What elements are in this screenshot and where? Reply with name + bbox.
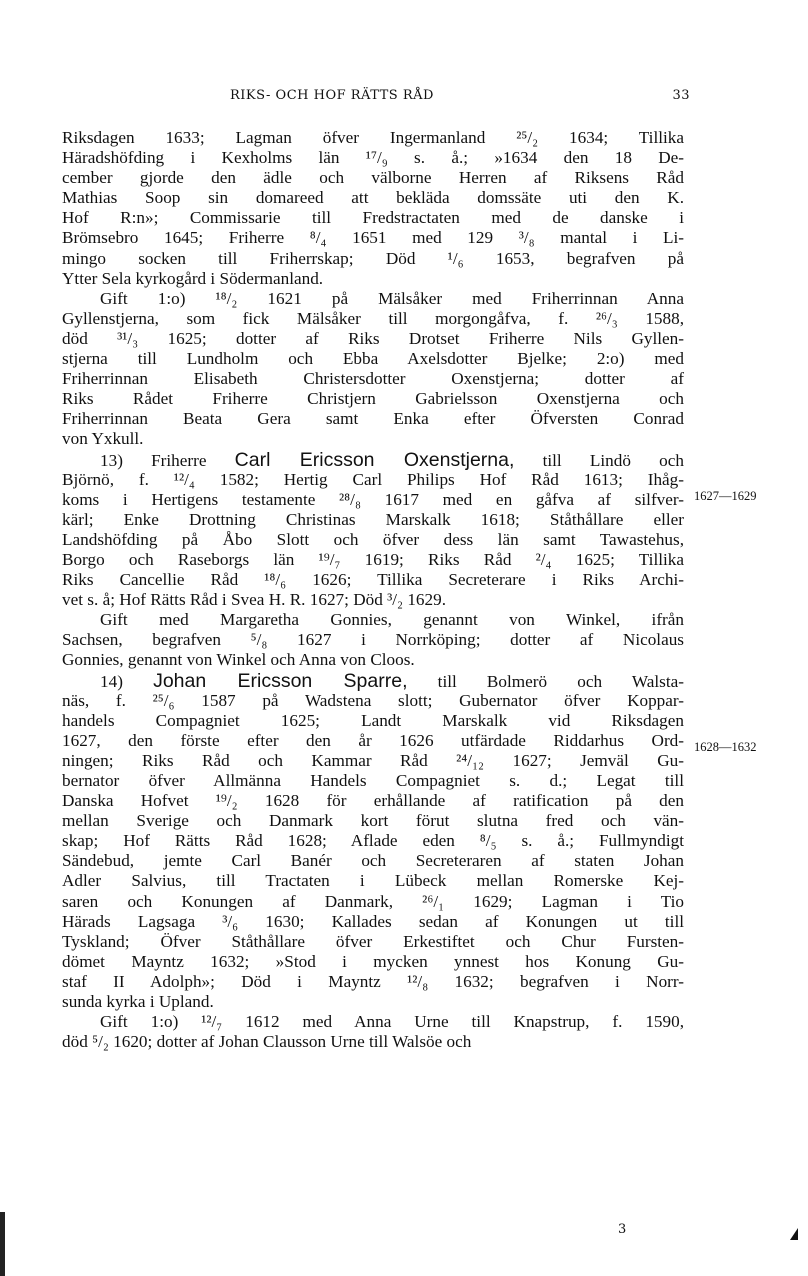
- line-text: von Yxkull.: [62, 429, 144, 449]
- signature-mark: 3: [618, 1222, 627, 1237]
- entry-rest: till Bolmerö och Walsta-: [407, 671, 684, 691]
- text-line: [62, 409, 684, 429]
- text-line: [62, 128, 684, 148]
- line-text: näs, f. ²⁵/₆ 1587 på Wadstena slott; Gubernator öfver Koppar-: [62, 690, 684, 710]
- line-text: stjerna till Lundholm och Ebba Axelsdotter Bjelke; 2:o) med: [62, 349, 684, 369]
- text-line: [62, 892, 684, 912]
- text-line: [62, 831, 684, 851]
- running-header: [230, 86, 690, 110]
- text-line: [62, 309, 684, 329]
- line-text: 1627, den förste efter den år 1626 utfärdade Riddarhus Ord-: [62, 730, 684, 750]
- text-line: [62, 731, 684, 751]
- text-line: [62, 389, 684, 409]
- text-line: [62, 932, 684, 952]
- line-text: Björnö, f. ¹²/₄ 1582; Hertig Carl Philips Hof Råd 1613; Ihåg-: [62, 469, 684, 489]
- line-text: 13) Friherre: [100, 450, 235, 470]
- line-text: saren och Konungen af Danmark, ²⁶/₁ 1629; Lagman i Tio: [62, 891, 684, 911]
- line-text: död ⁵/₂ 1620; dotter af Johan Clausson Urne till Walsöe och: [62, 1032, 472, 1052]
- text-line: [62, 369, 684, 389]
- line-text: Tyskland; Öfver Ståthållare öfver Erkestiftet och Chur Fursten-: [62, 931, 684, 951]
- line-text: Borgo och Raseborgs län ¹⁹/₇ 1619; Riks Råd ²/₄ 1625; Tillika: [62, 549, 684, 569]
- line-text: död ³¹/₃ 1625; dotter af Riks Drotset Friherre Nils Gyllen-: [62, 328, 684, 348]
- margin-years-13: 1627—1629: [694, 489, 757, 503]
- line-text: Danska Hofvet ¹⁹/₂ 1628 för erhållande af ratification på den: [62, 791, 684, 811]
- line-text: Riks Rådet Friherre Christjern Gabrielsson Oxenstjerna och: [62, 389, 684, 409]
- line-text: Riksdagen 1633; Lagman öfver Ingermanland ²⁵/₂ 1634; Tillika: [62, 128, 684, 147]
- text-line: [62, 530, 684, 550]
- line-text: Brömsebro 1645; Friherre ⁸/₄ 1651 med 129 ³/₈ mantal i Li-: [62, 228, 684, 248]
- text-line: [62, 912, 684, 932]
- text-line: [62, 329, 684, 349]
- text-line: [62, 168, 684, 188]
- text-line: [62, 450, 684, 470]
- text-line: [62, 1012, 684, 1032]
- entry-rest: till Lindö och: [514, 450, 684, 470]
- line-text: skap; Hof Rätts Råd 1628; Aflade eden ⁸/₅ s. å.; Fullmyndigt: [62, 831, 684, 851]
- text-line: [62, 952, 684, 972]
- line-text: Riks Cancellie Råd ¹⁸/₆ 1626; Tillika Secreterare i Riks Archi-: [62, 570, 684, 590]
- line-text: Gift 1:o) ¹⁸/₂ 1621 på Mälsåker med Friherrinnan Anna: [100, 288, 684, 308]
- line-text: Gonnies, genannt von Winkel och Anna von Cloos.: [62, 650, 415, 670]
- line-text: mellan Sverige och Danmark kort förut slutna fred och vän-: [62, 811, 684, 831]
- scan-corner-mark: [790, 1228, 798, 1240]
- line-text: Härads Lagsaga ³/₆ 1630; Kallades sedan af Konungen ut till: [62, 911, 684, 931]
- line-text: bernator öfver Allmänna Handels Compagniet s. d.; Legat till: [62, 771, 684, 790]
- line-text: Häradshöfding i Kexholms län ¹⁷/₉ s. å.; »1634 den 18 De-: [62, 148, 684, 168]
- line-text: dömet Mayntz 1632; »Stod i mycken ynnest hos Konung Gu-: [62, 951, 684, 971]
- line-text: Landshöfding på Åbo Slott och öfver dess län samt Tawastehus,: [62, 529, 684, 549]
- line-text: handels Compagniet 1625; Landt Marskalk vid Riksdagen: [62, 710, 684, 730]
- text-line: [62, 269, 684, 289]
- text-line: [62, 470, 684, 490]
- line-text: Friherrinnan Elisabeth Christersdotter Oxenstjerna; dotter af: [62, 369, 684, 389]
- line-text: mingo socken till Friherrskap; Död ¹/₆ 1653, begrafven på: [62, 248, 684, 268]
- text-line: [62, 811, 684, 831]
- text-line: [62, 711, 684, 731]
- text-line: [62, 1032, 684, 1052]
- text-line: [62, 771, 684, 791]
- line-text: kärl; Enke Drottning Christinas Marskalk 1618; Ståthållare eller: [62, 509, 684, 529]
- page-number: 33: [672, 88, 690, 103]
- text-line: [62, 490, 684, 510]
- text-line: [62, 630, 684, 650]
- text-line: [62, 610, 684, 630]
- entry-name: Johan Ericsson Sparre,: [153, 669, 408, 692]
- text-line: [62, 228, 684, 248]
- line-text: Hof R:n»; Commissarie till Fredstractaten med de danske i: [62, 208, 684, 228]
- line-text: Mathias Soop sin domareed att bekläda domssäte uti den K.: [62, 188, 684, 208]
- header-title: RIKS- OCH HOF RÄTTS RÅD: [230, 88, 434, 103]
- text-line: [62, 550, 684, 570]
- text-line: [62, 510, 684, 530]
- line-text: Ytter Sela kyrkogård i Södermanland.: [62, 268, 324, 288]
- text-line: [62, 289, 684, 309]
- body-text: [62, 128, 684, 1052]
- text-line: [62, 570, 684, 590]
- line-text: Gift 1:o) ¹²/₇ 1612 med Anna Urne till Knapstrup, f. 1590,: [100, 1012, 684, 1032]
- text-line: [62, 871, 684, 891]
- line-text: vet s. å; Hof Rätts Råd i Svea H. R. 1627; Död ³/₂ 1629.: [62, 590, 446, 610]
- line-text: ningen; Riks Råd och Kammar Råd ²⁴/₁₂ 1627; Jemväl Gu-: [62, 750, 684, 770]
- margin-years-14: 1628—1632: [694, 740, 757, 754]
- text-line: [62, 429, 684, 449]
- line-text: 14): [100, 671, 154, 691]
- line-text: Sändebud, jemte Carl Banér och Secreteraren af staten Johan: [62, 851, 684, 871]
- text-line: [62, 851, 684, 871]
- text-line: [62, 188, 684, 208]
- text-line: [62, 751, 684, 771]
- text-line: [62, 671, 684, 691]
- text-line: [62, 992, 684, 1012]
- line-text: cember gjorde den ädle och välborne Herren af Riksens Råd: [62, 168, 684, 188]
- line-text: koms i Hertigens testamente ²⁸/₈ 1617 med en gåfva af silfver-: [62, 489, 684, 509]
- text-line: [62, 349, 684, 369]
- line-text: Gift med Margaretha Gonnies, genannt von Winkel, ifrån: [100, 610, 684, 630]
- text-line: [62, 791, 684, 811]
- line-text: Gyllenstjerna, som fick Mälsåker till morgongåfva, f. ²⁶/₃ 1588,: [62, 308, 684, 328]
- line-text: Sachsen, begrafven ⁵/₈ 1627 i Norrköping; dotter af Nicolaus: [62, 630, 684, 650]
- line-text: Friherrinnan Beata Gera samt Enka efter Öfversten Conrad: [62, 409, 684, 429]
- text-line: [62, 208, 684, 228]
- line-text: Adler Salvius, till Tractaten i Lübeck mellan Romerske Kej-: [62, 871, 684, 891]
- entry-name: Carl Ericsson Oxenstjerna,: [234, 448, 515, 471]
- text-line: [62, 972, 684, 992]
- text-line: [62, 148, 684, 168]
- text-line: [62, 650, 684, 670]
- text-line: [62, 691, 684, 711]
- text-line: [62, 590, 684, 610]
- text-line: [62, 249, 684, 269]
- scan-edge-mark: [0, 1212, 5, 1276]
- line-text: sunda kyrka i Upland.: [62, 992, 214, 1012]
- line-text: staf II Adolph»; Död i Mayntz ¹²/₈ 1632; begrafven i Norr-: [62, 971, 684, 991]
